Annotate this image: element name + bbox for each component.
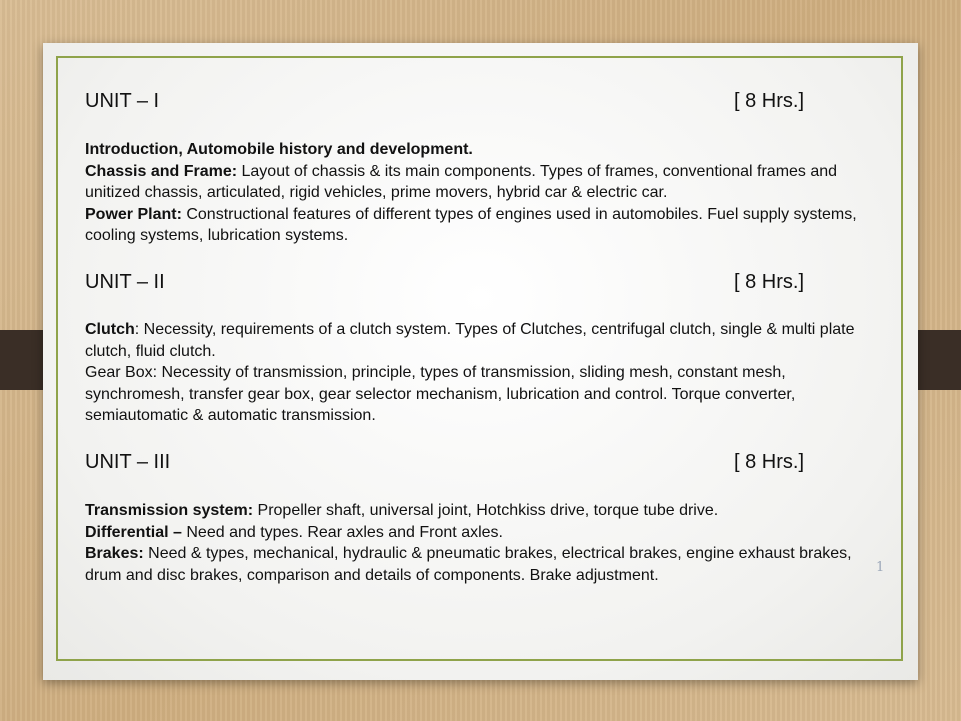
- unit-3-line-1-text: Propeller shaft, universal joint, Hotchkiss drive, torque tube drive.: [253, 502, 719, 519]
- unit-1-hours: [ 8 Hrs.]: [734, 90, 805, 112]
- right-side-bar: [915, 330, 961, 390]
- unit-1-title: UNIT – I: [85, 90, 160, 112]
- unit-2-line-2-text: Gear Box: Necessity of transmission, principle, types of transmission, sliding mesh, constant mesh, synchromesh, transfer gear box, gear selector mechanism, lubrication and control. Torque converter, semiautomatic & automatic transmission.: [85, 364, 796, 424]
- unit-1-line-3-heading: Power Plant:: [85, 205, 182, 223]
- unit-3-line-2: [85, 522, 885, 544]
- unit-3-line-1-heading: Transmission system:: [85, 502, 254, 519]
- unit-2-line-2: [85, 362, 885, 427]
- unit-2-line-1-text: : Necessity, requirements of a clutch system. Types of Clutches, centrifugal clutch, single & multi plate clutch, fluid clutch.: [85, 321, 855, 360]
- unit-3-line-2-text: Need and types. Rear axles and Front axles.: [181, 523, 503, 541]
- unit-1-line-3-text: Constructional features of different types of engines used in automobiles. Fuel supply systems, cooling systems, lubrication systems.: [85, 205, 857, 244]
- unit-1-line-1-heading: Introduction, Automobile history and development.: [85, 141, 473, 158]
- unit-3-line-3-heading: Brakes:: [85, 545, 144, 562]
- unit-1-line-2-heading: Chassis and Frame:: [85, 162, 238, 180]
- unit-3-body: [85, 500, 885, 586]
- unit-3-line-1: [85, 500, 885, 522]
- unit-1-line-1: [85, 139, 885, 161]
- unit-3-line-3-text: Need & types, mechanical, hydraulic & pneumatic brakes, electrical brakes, engine exhaust brakes, drum and disc brakes, comparison and details of components. Brake adjustment.: [85, 545, 852, 584]
- unit-1-line-2-text: Layout of chassis & its main components. Types of frames, conventional frames and unitized chassis, articulated, rigid vehicles, prime movers, hybrid car & electric car.: [85, 162, 838, 201]
- left-side-bar: [0, 330, 48, 390]
- unit-2-line-1-heading: Clutch: [85, 321, 135, 338]
- unit-2-line-1: [85, 319, 885, 362]
- unit-2-title: UNIT – II: [85, 271, 165, 293]
- unit-1-line-2: [85, 161, 885, 204]
- unit-2-body: [85, 319, 885, 427]
- unit-1-line-3: [85, 204, 885, 247]
- unit-1-body: [85, 139, 885, 247]
- unit-3-hours: [ 8 Hrs.]: [734, 451, 805, 473]
- unit-2-hours: [ 8 Hrs.]: [734, 271, 805, 293]
- unit-3-line-3: [85, 543, 885, 586]
- unit-3-line-2-heading: Differential –: [85, 523, 182, 541]
- page-number: 1: [876, 560, 885, 575]
- unit-3-title: UNIT – III: [85, 451, 171, 473]
